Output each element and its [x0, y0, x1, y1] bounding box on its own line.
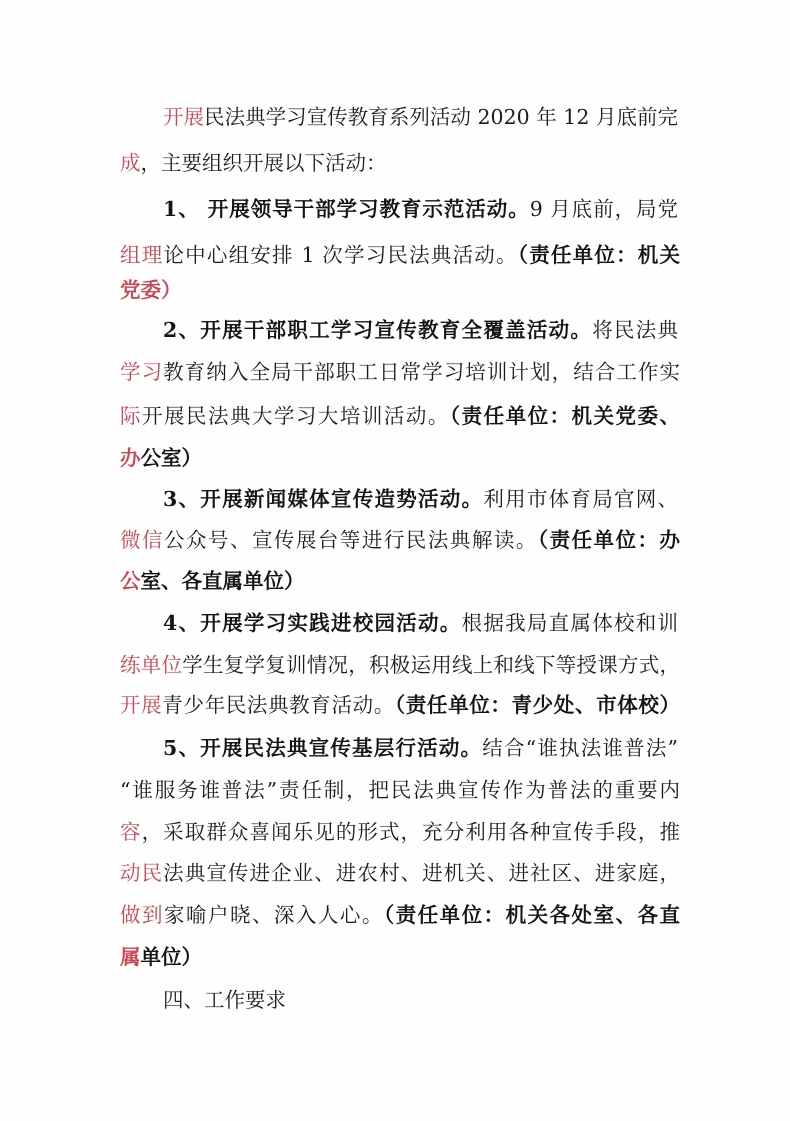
paragraph-line — [120, 275, 182, 305]
responsible-unit: （责任单位：机关 — [517, 243, 680, 267]
text-segment: 结合“谁执法谁普法” — [482, 736, 678, 760]
text-segment: 青少年民法典教育活动。 — [162, 693, 395, 717]
text-segment: 组理 — [120, 243, 164, 267]
text-segment: 利用市体育局官网、 — [483, 487, 678, 511]
responsible-unit: 公室） — [140, 446, 202, 470]
paragraph-line — [120, 148, 387, 178]
text-segment: 教育纳入全局干部职工日常学习培训计划，结合工作实 — [163, 360, 680, 384]
responsible-unit: 公 — [120, 569, 141, 593]
text-segment: 公众号、宣传展台等进行民法典解读。 — [163, 528, 538, 552]
activity-3-heading-line — [163, 484, 678, 514]
text-segment: ，主要组织开展以下活动： — [140, 151, 387, 175]
responsible-unit: 党委） — [120, 278, 182, 302]
text-segment: 动民 — [120, 861, 164, 885]
text-segment: 开展民法典大学习大培训活动。 — [142, 404, 450, 428]
paragraph-line — [120, 650, 680, 680]
responsible-unit: 办 — [120, 446, 141, 470]
paragraph-line — [120, 900, 680, 930]
paragraph-line — [120, 525, 680, 555]
text-segment: 开展 — [163, 105, 205, 129]
paragraph-line — [120, 357, 680, 387]
text-segment: 将民法典 — [592, 318, 678, 342]
activity-4-heading-line — [163, 608, 678, 638]
paragraph-line — [120, 566, 305, 596]
section-title: 四、工作要求 — [163, 988, 286, 1012]
responsible-unit: （责任单位：办 — [537, 528, 680, 552]
paragraph-line — [120, 858, 680, 888]
responsible-unit: 单位） — [140, 945, 202, 969]
responsible-unit: （责任单位：青少处、市体校） — [394, 693, 680, 717]
responsible-unit: （责任单位：机关党委、 — [449, 404, 680, 428]
text-segment: 9 月底前，局党 — [529, 197, 678, 221]
responsible-unit: （责任单位：机关各处室、各直 — [383, 903, 680, 927]
text-segment: 法典宣传进企业、进农村、进机关、进社区、进家庭， — [163, 861, 680, 885]
text-segment: 论中心组安排 1 次学习民法典活动。 — [163, 243, 518, 267]
text-segment: 微信 — [120, 528, 164, 552]
responsible-unit: 属 — [120, 945, 141, 969]
activity-heading: 3、开展新闻媒体宣传造势活动。 — [163, 487, 484, 511]
text-segment: 开展 — [120, 693, 163, 717]
text-segment: 根据我局直属体校和训 — [461, 611, 678, 635]
activity-2-heading-line — [163, 315, 678, 345]
activity-1-heading-line — [163, 194, 678, 224]
paragraph-line — [120, 401, 680, 431]
responsible-unit: 室、各直属单位） — [140, 569, 305, 593]
activity-heading: 1、 开展领导干部学习教育示范活动。 — [163, 197, 530, 221]
activity-5-heading-line — [163, 733, 678, 763]
paragraph-line — [120, 817, 680, 847]
paragraph-line — [120, 240, 680, 270]
paragraph-line — [163, 102, 678, 132]
activity-heading: 5、开展民法典宣传基层行活动。 — [163, 736, 483, 760]
text-segment: ，采取群众喜闻乐见的形式，充分利用各种宣传手段，推 — [141, 820, 680, 844]
section-heading — [163, 985, 286, 1015]
text-segment: 学生复学复训情况，积极运用线上和线下等授课方式， — [182, 653, 680, 677]
text-segment: “谁服务谁普法”责任制，把民法典宣传作为普法的重要内 — [120, 778, 680, 802]
text-segment: 容 — [120, 820, 142, 844]
activity-heading: 2、开展干部职工学习宣传教育全覆盖活动。 — [163, 318, 593, 342]
text-segment: 际 — [120, 404, 142, 428]
text-segment: 做到 — [120, 903, 164, 927]
paragraph-line — [120, 775, 680, 805]
text-segment: 练单位 — [120, 653, 183, 677]
paragraph-line — [120, 690, 680, 720]
text-segment: 民法典学习宣传教育系列活动 2020 年 12 月底前完 — [204, 105, 678, 129]
text-segment: 家喻户晓、深入人心。 — [163, 903, 384, 927]
paragraph-line — [120, 443, 202, 473]
text-segment: 成 — [120, 151, 141, 175]
activity-heading: 4、开展学习实践进校园活动。 — [163, 611, 462, 635]
paragraph-line — [120, 942, 202, 972]
text-segment: 学习 — [120, 360, 164, 384]
